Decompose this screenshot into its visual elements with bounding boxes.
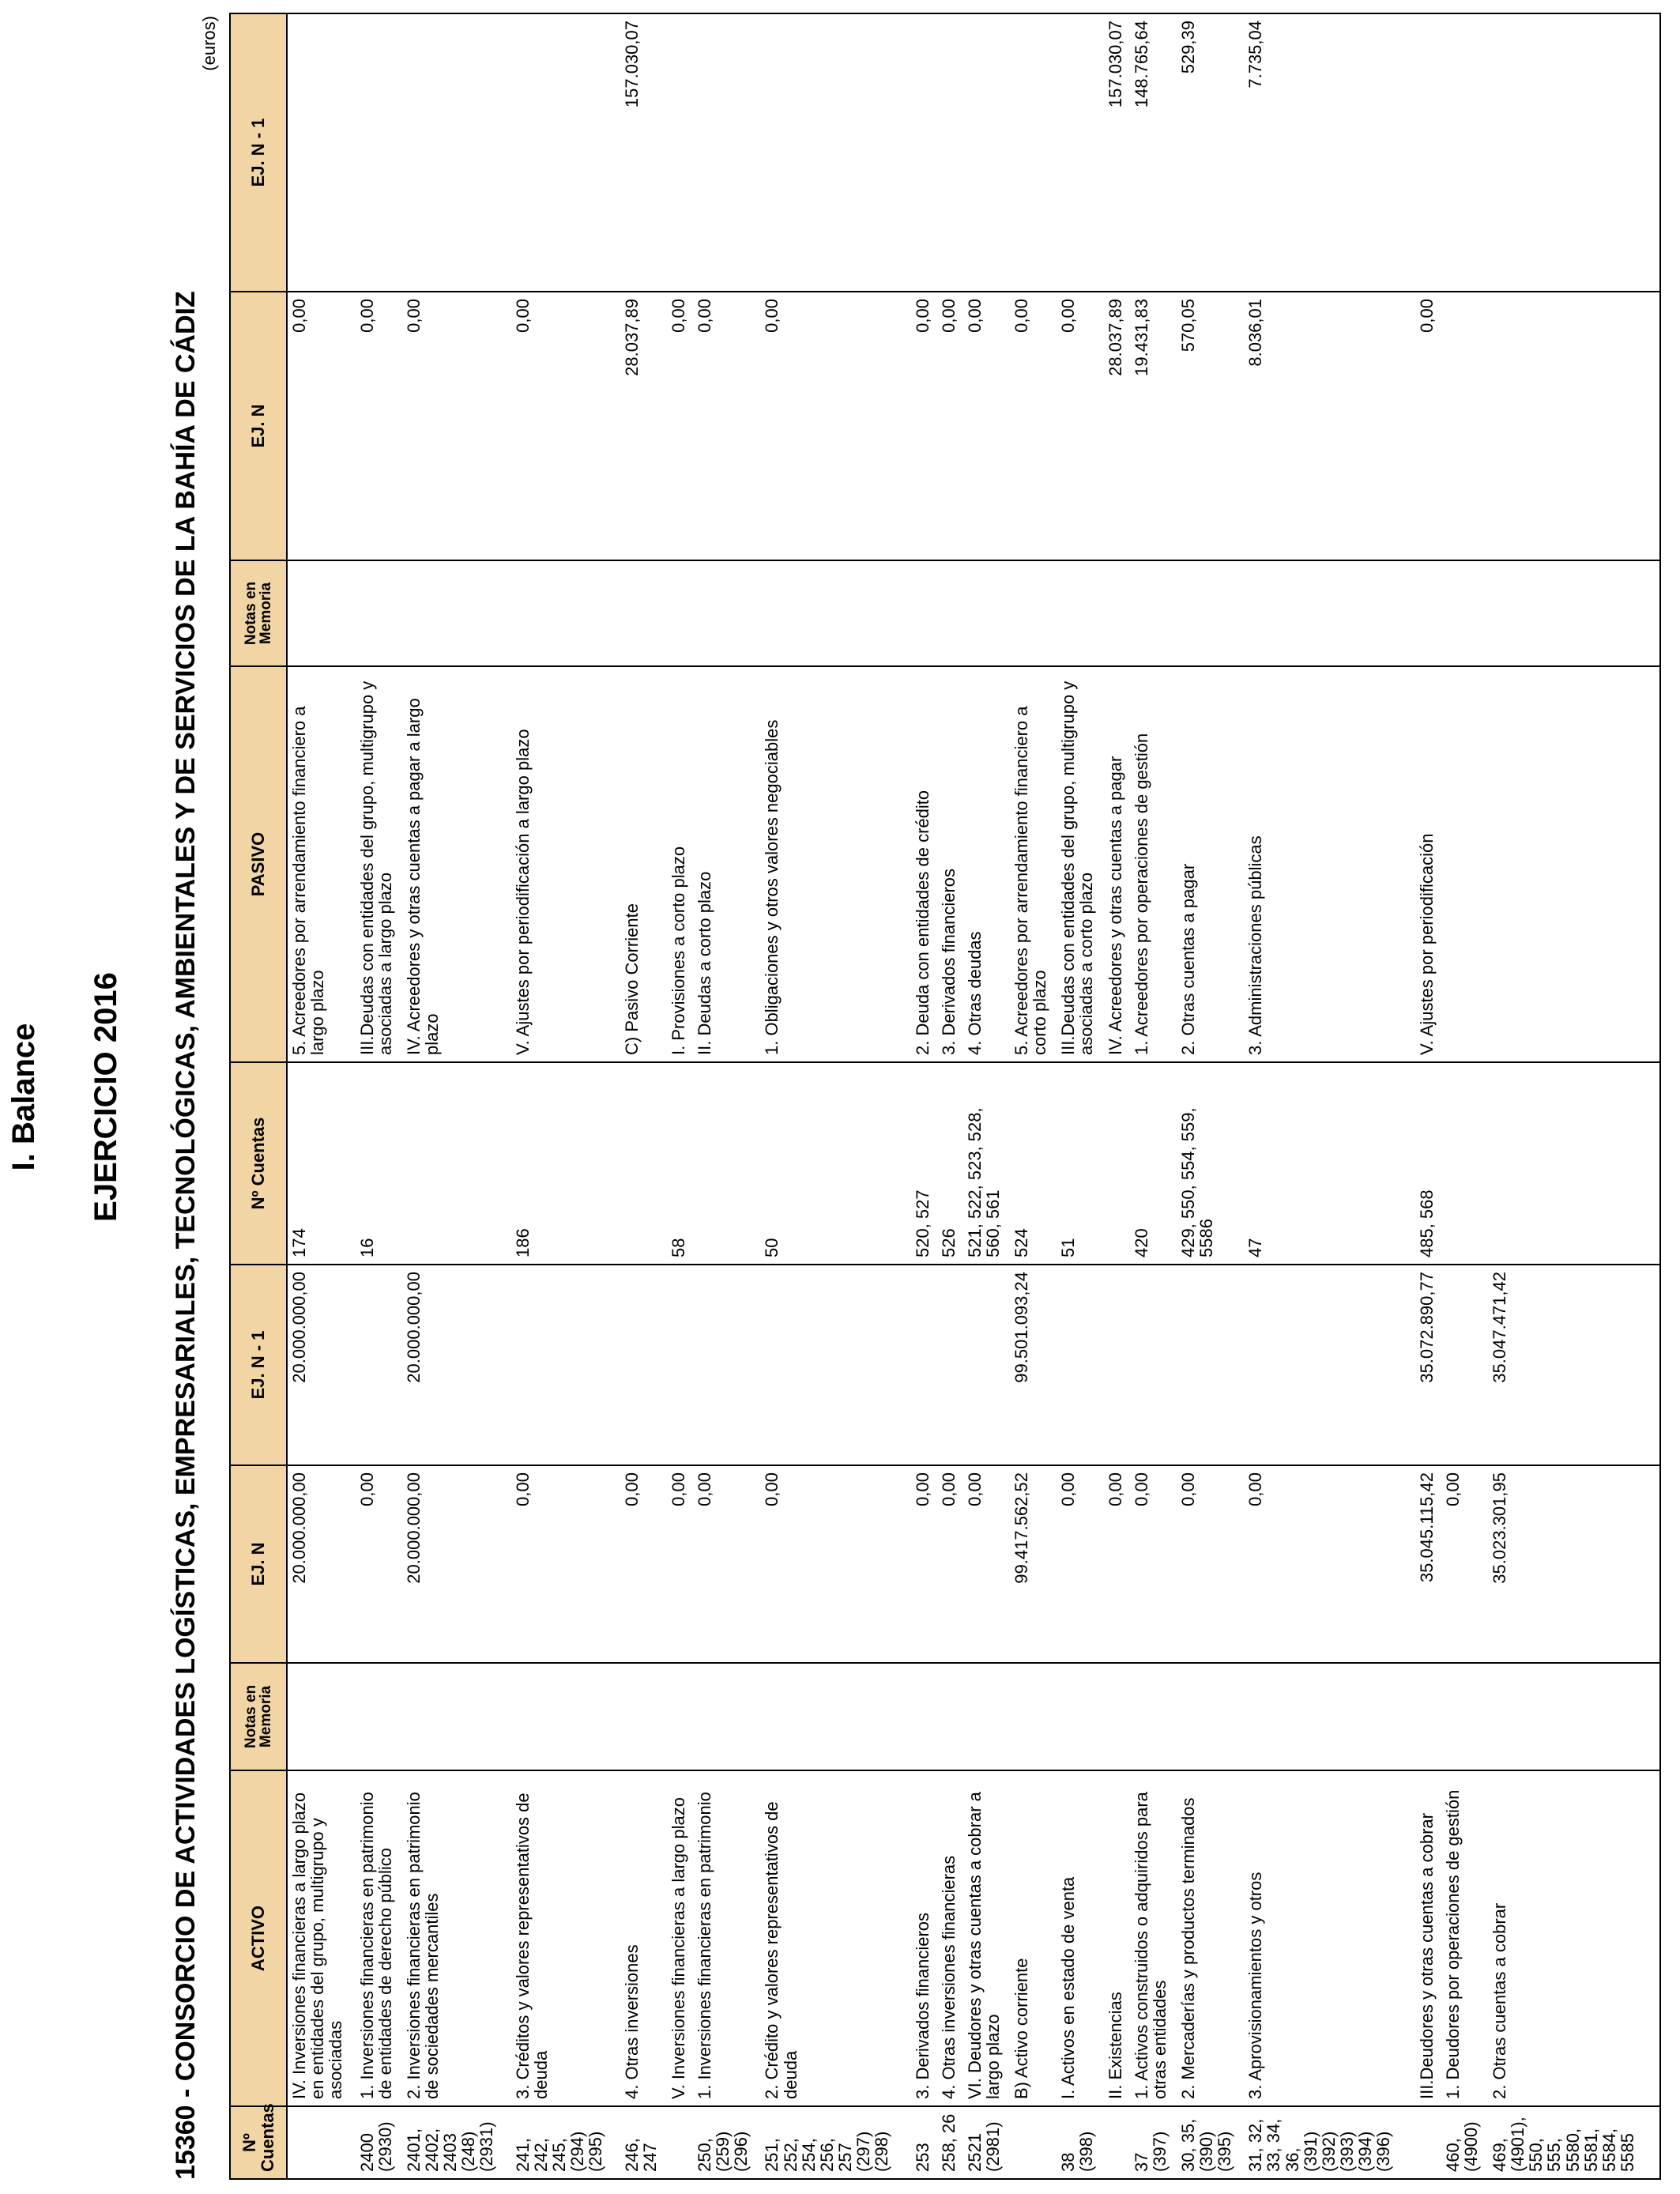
activo-ejn1-cell bbox=[667, 1265, 693, 1465]
pasivo-ejn-cell bbox=[1488, 292, 1660, 560]
pasivo-ejn1-cell bbox=[1441, 13, 1488, 292]
activo-notas-cell bbox=[1488, 1663, 1660, 1770]
pasivo-cuentas-cell: 47 bbox=[1244, 1062, 1415, 1265]
pasivo-cuentas-cell bbox=[620, 1062, 667, 1265]
activo-notas-cell bbox=[667, 1663, 693, 1770]
activo-cuentas-cell: 37 (397) bbox=[1130, 2106, 1177, 2179]
pasivo-ejn-cell: 0,00 bbox=[511, 292, 620, 560]
pasivo-cuentas-cell: 524 bbox=[1010, 1062, 1057, 1265]
activo-concept-cell: 2. Otras cuentas a cobrar bbox=[1488, 1770, 1660, 2106]
pasivo-ejn1-cell bbox=[693, 13, 760, 292]
pasivo-ejn1-cell bbox=[511, 13, 620, 292]
pasivo-notas-cell bbox=[1010, 560, 1057, 666]
pasivo-cuentas-cell bbox=[402, 1062, 511, 1265]
table-row bbox=[1244, 13, 1415, 2179]
table-row bbox=[1130, 13, 1177, 2179]
table-row bbox=[1057, 13, 1103, 2179]
pasivo-notas-cell bbox=[1177, 560, 1244, 666]
activo-concept-cell: 4. Otras inversiones financieras bbox=[937, 1770, 963, 2106]
activo-ejn1-cell bbox=[1057, 1265, 1103, 1465]
col-header-activo-ejn1: EJ. N - 1 bbox=[230, 1265, 287, 1465]
activo-concept-cell: B) Activo corriente bbox=[1010, 1770, 1057, 2106]
table-row bbox=[667, 13, 693, 2179]
table-row bbox=[937, 13, 963, 2179]
activo-ejn-cell: 0,00 bbox=[911, 1465, 937, 1663]
table-row bbox=[963, 13, 1010, 2179]
activo-concept-cell: 3. Derivados financieros bbox=[911, 1770, 937, 2106]
activo-cuentas-cell: 2400 (2930) bbox=[356, 2106, 402, 2179]
pasivo-notas-cell bbox=[1244, 560, 1415, 666]
pasivo-cuentas-cell bbox=[1104, 1062, 1130, 1265]
activo-cuentas-cell bbox=[1415, 2106, 1441, 2179]
pasivo-ejn1-cell bbox=[402, 13, 511, 292]
activo-notas-cell bbox=[620, 1663, 667, 1770]
activo-ejn-cell: 0,00 bbox=[1244, 1465, 1415, 1663]
activo-notas-cell bbox=[1244, 1663, 1415, 1770]
activo-ejn-cell: 20.000.000,00 bbox=[287, 1465, 356, 1663]
activo-concept-cell: 3. Aprovisionamientos y otros bbox=[1244, 1770, 1415, 2106]
activo-ejn-cell: 0,00 bbox=[1177, 1465, 1244, 1663]
activo-ejn1-cell bbox=[1104, 1265, 1130, 1465]
activo-cuentas-cell: 2521 (2981) bbox=[963, 2106, 1010, 2179]
balance-table bbox=[229, 13, 1661, 2180]
activo-cuentas-cell: 251, 252, 254, 256, 257 (297) (298) bbox=[760, 2106, 910, 2179]
table-row bbox=[1415, 13, 1441, 2179]
col-header-activo: ACTIVO bbox=[230, 1770, 287, 2106]
activo-ejn1-cell bbox=[620, 1265, 667, 1465]
pasivo-ejn1-cell bbox=[356, 13, 402, 292]
activo-notas-cell bbox=[1441, 1663, 1488, 1770]
activo-ejn1-cell: 35.047.471,42 bbox=[1488, 1265, 1660, 1465]
activo-concept-cell: 2. Inversiones financieras en patrimonio de sociedades mercantiles bbox=[402, 1770, 511, 2106]
pasivo-cuentas-cell bbox=[1488, 1062, 1660, 1265]
pasivo-concept-cell: 4. Otras deudas bbox=[963, 666, 1010, 1062]
activo-notas-cell bbox=[1057, 1663, 1103, 1770]
pasivo-notas-cell bbox=[402, 560, 511, 666]
activo-cuentas-cell: 246, 247 bbox=[620, 2106, 667, 2179]
activo-notas-cell bbox=[1177, 1663, 1244, 1770]
activo-notas-cell bbox=[1130, 1663, 1177, 1770]
pasivo-ejn-cell: 0,00 bbox=[937, 292, 963, 560]
activo-concept-cell: 1. Activos construidos o adquiridos para otras entidades bbox=[1130, 1770, 1177, 2106]
activo-ejn1-cell: 35.072.890,77 bbox=[1415, 1265, 1441, 1465]
pasivo-notas-cell bbox=[1130, 560, 1177, 666]
activo-notas-cell bbox=[356, 1663, 402, 1770]
pasivo-notas-cell bbox=[356, 560, 402, 666]
pasivo-notas-cell bbox=[760, 560, 910, 666]
activo-ejn1-cell bbox=[356, 1265, 402, 1465]
col-header-pasivo: PASIVO bbox=[230, 666, 287, 1062]
pasivo-ejn1-cell: 529,39 bbox=[1177, 13, 1244, 292]
pasivo-ejn1-cell bbox=[937, 13, 963, 292]
balance-body bbox=[287, 13, 1660, 2179]
activo-ejn-cell: 0,00 bbox=[620, 1465, 667, 1663]
activo-concept-cell: 3. Créditos y valores representativos de deuda bbox=[511, 1770, 620, 2106]
activo-cuentas-cell: 38 (398) bbox=[1057, 2106, 1103, 2179]
activo-notas-cell bbox=[511, 1663, 620, 1770]
currency-units: (euros) bbox=[199, 16, 219, 71]
activo-cuentas-cell bbox=[667, 2106, 693, 2179]
pasivo-ejn1-cell bbox=[1010, 13, 1057, 292]
activo-ejn1-cell: 20.000.000,00 bbox=[287, 1265, 356, 1465]
table-row bbox=[1441, 13, 1488, 2179]
pasivo-ejn1-cell bbox=[963, 13, 1010, 292]
pasivo-concept-cell: 1. Acreedores por operaciones de gestión bbox=[1130, 666, 1177, 1062]
col-header-activo-cuentas: Nº Cuentas bbox=[230, 2106, 287, 2179]
pasivo-ejn-cell: 0,00 bbox=[287, 292, 356, 560]
activo-concept-cell: 4. Otras inversiones bbox=[620, 1770, 667, 2106]
pasivo-concept-cell: 3. Administraciones públicas bbox=[1244, 666, 1415, 1062]
pasivo-ejn1-cell bbox=[287, 13, 356, 292]
activo-concept-cell: 1. Deudores por operaciones de gestión bbox=[1441, 1770, 1488, 2106]
activo-notas-cell bbox=[937, 1663, 963, 1770]
pasivo-notas-cell bbox=[693, 560, 760, 666]
pasivo-ejn1-cell: 157.030,07 bbox=[620, 13, 667, 292]
col-header-activo-ejn: EJ. N bbox=[230, 1465, 287, 1663]
pasivo-concept-cell: V. Ajustes por periodificación a largo plazo bbox=[511, 666, 620, 1062]
activo-ejn1-cell bbox=[760, 1265, 910, 1465]
activo-ejn1-cell bbox=[1177, 1265, 1244, 1465]
activo-cuentas-cell: 250, (259) (296) bbox=[693, 2106, 760, 2179]
activo-ejn1-cell bbox=[911, 1265, 937, 1465]
pasivo-notas-cell bbox=[1104, 560, 1130, 666]
activo-concept-cell: I. Activos en estado de venta bbox=[1057, 1770, 1103, 2106]
pasivo-cuentas-cell: 174 bbox=[287, 1062, 356, 1265]
pasivo-cuentas-cell: 51 bbox=[1057, 1062, 1103, 1265]
activo-ejn-cell: 0,00 bbox=[1130, 1465, 1177, 1663]
pasivo-notas-cell bbox=[1415, 560, 1441, 666]
activo-ejn-cell: 0,00 bbox=[1057, 1465, 1103, 1663]
activo-concept-cell: VI. Deudores y otras cuentas a cobrar a largo plazo bbox=[963, 1770, 1010, 2106]
pasivo-cuentas-cell: 420 bbox=[1130, 1062, 1177, 1265]
activo-concept-cell: 2. Mercaderías y productos terminados bbox=[1177, 1770, 1244, 2106]
activo-ejn1-cell: 99.501.093,24 bbox=[1010, 1265, 1057, 1465]
pasivo-cuentas-cell: 58 bbox=[667, 1062, 693, 1265]
activo-ejn-cell: 0,00 bbox=[760, 1465, 910, 1663]
activo-ejn-cell: 20.000.000,00 bbox=[402, 1465, 511, 1663]
activo-notas-cell bbox=[693, 1663, 760, 1770]
activo-cuentas-cell: 258, 26 bbox=[937, 2106, 963, 2179]
pasivo-notas-cell bbox=[1057, 560, 1103, 666]
pasivo-ejn1-cell bbox=[1415, 13, 1441, 292]
pasivo-ejn-cell: 0,00 bbox=[402, 292, 511, 560]
activo-cuentas-cell: 31, 32, 33, 34, 36, (391) (392) (393) (394) (396) bbox=[1244, 2106, 1415, 2179]
pasivo-concept-cell: II. Deudas a corto plazo bbox=[693, 666, 760, 1062]
pasivo-notas-cell bbox=[1488, 560, 1660, 666]
pasivo-ejn1-cell bbox=[911, 13, 937, 292]
activo-ejn1-cell bbox=[693, 1265, 760, 1465]
activo-cuentas-cell: 241, 242, 245, (294) (295) bbox=[511, 2106, 620, 2179]
activo-ejn1-cell bbox=[937, 1265, 963, 1465]
activo-ejn1-cell bbox=[963, 1265, 1010, 1465]
pasivo-ejn-cell: 570,05 bbox=[1177, 292, 1244, 560]
activo-notas-cell bbox=[287, 1663, 356, 1770]
table-row bbox=[511, 13, 620, 2179]
pasivo-concept-cell bbox=[1441, 666, 1488, 1062]
col-header-pasivo-ejn: EJ. N bbox=[230, 292, 287, 560]
activo-cuentas-cell: 30, 35, (390) (395) bbox=[1177, 2106, 1244, 2179]
pasivo-cuentas-cell bbox=[693, 1062, 760, 1265]
activo-concept-cell: IV. Inversiones financieras a largo plazo en entidades del grupo, multigrupo y asociadas bbox=[287, 1770, 356, 2106]
activo-ejn1-cell bbox=[1244, 1265, 1415, 1465]
pasivo-ejn-cell: 0,00 bbox=[667, 292, 693, 560]
pasivo-ejn-cell: 28.037,89 bbox=[1104, 292, 1130, 560]
activo-ejn1-cell bbox=[1130, 1265, 1177, 1465]
pasivo-concept-cell: III.Deudas con entidades del grupo, multigrupo y asociadas a largo plazo bbox=[356, 666, 402, 1062]
activo-ejn-cell: 0,00 bbox=[1441, 1465, 1488, 1663]
col-header-activo-notas: Notas en Memoria bbox=[230, 1663, 287, 1770]
entity-name: 15360 - CONSORCIO DE ACTIVIDADES LOGÍSTICAS, EMPRESARIALES, TECNOLÓGICAS, AMBIENTALES Y DE SERVICIOS DE LA BAHÍA DE CÁDIZ bbox=[171, 291, 201, 2180]
pasivo-concept-cell: C) Pasivo Corriente bbox=[620, 666, 667, 1062]
pasivo-ejn-cell: 0,00 bbox=[963, 292, 1010, 560]
activo-concept-cell: 2. Crédito y valores representativos de deuda bbox=[760, 1770, 910, 2106]
pasivo-notas-cell bbox=[667, 560, 693, 666]
pasivo-ejn-cell: 19.431,83 bbox=[1130, 292, 1177, 560]
pasivo-concept-cell: V. Ajustes por periodificación bbox=[1415, 666, 1441, 1062]
table-row bbox=[693, 13, 760, 2179]
activo-ejn-cell: 0,00 bbox=[511, 1465, 620, 1663]
activo-notas-cell bbox=[911, 1663, 937, 1770]
pasivo-concept-cell: 2. Otras cuentas a pagar bbox=[1177, 666, 1244, 1062]
table-row bbox=[620, 13, 667, 2179]
pasivo-ejn-cell: 0,00 bbox=[1057, 292, 1103, 560]
pasivo-concept-cell: III.Deudas con entidades del grupo, multigrupo y asociadas a corto plazo bbox=[1057, 666, 1103, 1062]
pasivo-concept-cell: IV. Acreedores y otras cuentas a pagar bbox=[1104, 666, 1130, 1062]
activo-notas-cell bbox=[1010, 1663, 1057, 1770]
fiscal-year-title: EJERCICIO 2016 bbox=[89, 972, 123, 1222]
pasivo-notas-cell bbox=[911, 560, 937, 666]
pasivo-concept-cell bbox=[1488, 666, 1660, 1062]
activo-ejn-cell: 0,00 bbox=[667, 1465, 693, 1663]
pasivo-notas-cell bbox=[963, 560, 1010, 666]
pasivo-concept-cell: I. Provisiones a corto plazo bbox=[667, 666, 693, 1062]
pasivo-cuentas-cell: 186 bbox=[511, 1062, 620, 1265]
pasivo-ejn1-cell: 157.030,07 bbox=[1104, 13, 1130, 292]
activo-ejn-cell: 0,00 bbox=[963, 1465, 1010, 1663]
pasivo-ejn-cell: 0,00 bbox=[1010, 292, 1057, 560]
pasivo-cuentas-cell: 50 bbox=[760, 1062, 910, 1265]
pasivo-ejn1-cell bbox=[667, 13, 693, 292]
activo-concept-cell: 1. Inversiones financieras en patrimonio bbox=[693, 1770, 760, 2106]
pasivo-concept-cell: 5. Acreedores por arrendamiento financiero a corto plazo bbox=[1010, 666, 1057, 1062]
activo-ejn-cell: 0,00 bbox=[693, 1465, 760, 1663]
pasivo-ejn-cell: 0,00 bbox=[1415, 292, 1441, 560]
activo-concept-cell: V. Inversiones financieras a largo plazo bbox=[667, 1770, 693, 2106]
pasivo-concept-cell: 5. Acreedores por arrendamiento financiero a largo plazo bbox=[287, 666, 356, 1062]
activo-ejn-cell: 99.417.562,52 bbox=[1010, 1465, 1057, 1663]
pasivo-ejn-cell bbox=[1441, 292, 1488, 560]
activo-ejn-cell: 35.045.115,42 bbox=[1415, 1465, 1441, 1663]
table-row bbox=[1010, 13, 1057, 2179]
pasivo-ejn-cell: 0,00 bbox=[356, 292, 402, 560]
report-title: I. Balance bbox=[6, 1023, 41, 1171]
activo-ejn-cell: 0,00 bbox=[356, 1465, 402, 1663]
table-row bbox=[287, 13, 356, 2179]
pasivo-cuentas-cell: 526 bbox=[937, 1062, 963, 1265]
pasivo-notas-cell bbox=[620, 560, 667, 666]
col-header-pasivo-cuentas: Nº Cuentas bbox=[230, 1062, 287, 1265]
pasivo-concept-cell: 1. Obligaciones y otros valores negociables bbox=[760, 666, 910, 1062]
pasivo-ejn1-cell bbox=[760, 13, 910, 292]
activo-cuentas-cell: 469, (4901), 550, 555, 5580, 5581, 5584, 5585 bbox=[1488, 2106, 1660, 2179]
activo-notas-cell bbox=[760, 1663, 910, 1770]
activo-cuentas-cell bbox=[287, 2106, 356, 2179]
activo-ejn-cell: 0,00 bbox=[1104, 1465, 1130, 1663]
table-header-row bbox=[230, 13, 287, 2179]
activo-ejn1-cell: 20.000.000,00 bbox=[402, 1265, 511, 1465]
pasivo-cuentas-cell: 429, 550, 554, 559, 5586 bbox=[1177, 1062, 1244, 1265]
table-row bbox=[1488, 13, 1660, 2179]
table-row bbox=[1177, 13, 1244, 2179]
activo-concept-cell: III.Deudores y otras cuentas a cobrar bbox=[1415, 1770, 1441, 2106]
pasivo-concept-cell: 2. Deuda con entidades de crédito bbox=[911, 666, 937, 1062]
table-row bbox=[1104, 13, 1130, 2179]
pasivo-ejn-cell: 0,00 bbox=[693, 292, 760, 560]
table-row bbox=[402, 13, 511, 2179]
pasivo-concept-cell: 3. Derivados financieros bbox=[937, 666, 963, 1062]
pasivo-ejn1-cell bbox=[1488, 13, 1660, 292]
col-header-pasivo-ejn1: EJ. N - 1 bbox=[230, 13, 287, 292]
activo-notas-cell bbox=[402, 1663, 511, 1770]
activo-ejn1-cell bbox=[1441, 1265, 1488, 1465]
activo-cuentas-cell bbox=[1104, 2106, 1130, 2179]
table-row bbox=[356, 13, 402, 2179]
pasivo-ejn-cell: 28.037,89 bbox=[620, 292, 667, 560]
pasivo-notas-cell bbox=[511, 560, 620, 666]
pasivo-ejn1-cell bbox=[1057, 13, 1103, 292]
pasivo-notas-cell bbox=[937, 560, 963, 666]
pasivo-cuentas-cell: 521, 522, 523, 528, 560, 561 bbox=[963, 1062, 1010, 1265]
activo-ejn-cell: 0,00 bbox=[937, 1465, 963, 1663]
activo-cuentas-cell: 460, (4900) bbox=[1441, 2106, 1488, 2179]
pasivo-cuentas-cell bbox=[1441, 1062, 1488, 1265]
pasivo-ejn-cell: 0,00 bbox=[911, 292, 937, 560]
col-header-pasivo-notas: Notas en Memoria bbox=[230, 560, 287, 666]
pasivo-notas-cell bbox=[287, 560, 356, 666]
pasivo-ejn1-cell: 148.765,64 bbox=[1130, 13, 1177, 292]
pasivo-cuentas-cell: 485, 568 bbox=[1415, 1062, 1441, 1265]
activo-notas-cell bbox=[963, 1663, 1010, 1770]
pasivo-cuentas-cell: 16 bbox=[356, 1062, 402, 1265]
pasivo-notas-cell bbox=[1441, 560, 1488, 666]
pasivo-concept-cell: IV. Acreedores y otras cuentas a pagar a largo plazo bbox=[402, 666, 511, 1062]
pasivo-ejn-cell: 0,00 bbox=[760, 292, 910, 560]
activo-cuentas-cell bbox=[1010, 2106, 1057, 2179]
activo-concept-cell: II. Existencias bbox=[1104, 1770, 1130, 2106]
table-row bbox=[911, 13, 937, 2179]
activo-cuentas-cell: 2401, 2402, 2403 (248) (2931) bbox=[402, 2106, 511, 2179]
activo-ejn-cell: 35.023.301,95 bbox=[1488, 1465, 1660, 1663]
activo-notas-cell bbox=[1415, 1663, 1441, 1770]
activo-concept-cell: 1. Inversiones financieras en patrimonio de entidades de derecho público bbox=[356, 1770, 402, 2106]
activo-ejn1-cell bbox=[511, 1265, 620, 1465]
activo-cuentas-cell: 253 bbox=[911, 2106, 937, 2179]
pasivo-ejn1-cell: 7.735,04 bbox=[1244, 13, 1415, 292]
activo-notas-cell bbox=[1104, 1663, 1130, 1770]
pasivo-cuentas-cell: 520, 527 bbox=[911, 1062, 937, 1265]
pasivo-ejn-cell: 8.036,01 bbox=[1244, 292, 1415, 560]
table-row bbox=[760, 13, 910, 2179]
